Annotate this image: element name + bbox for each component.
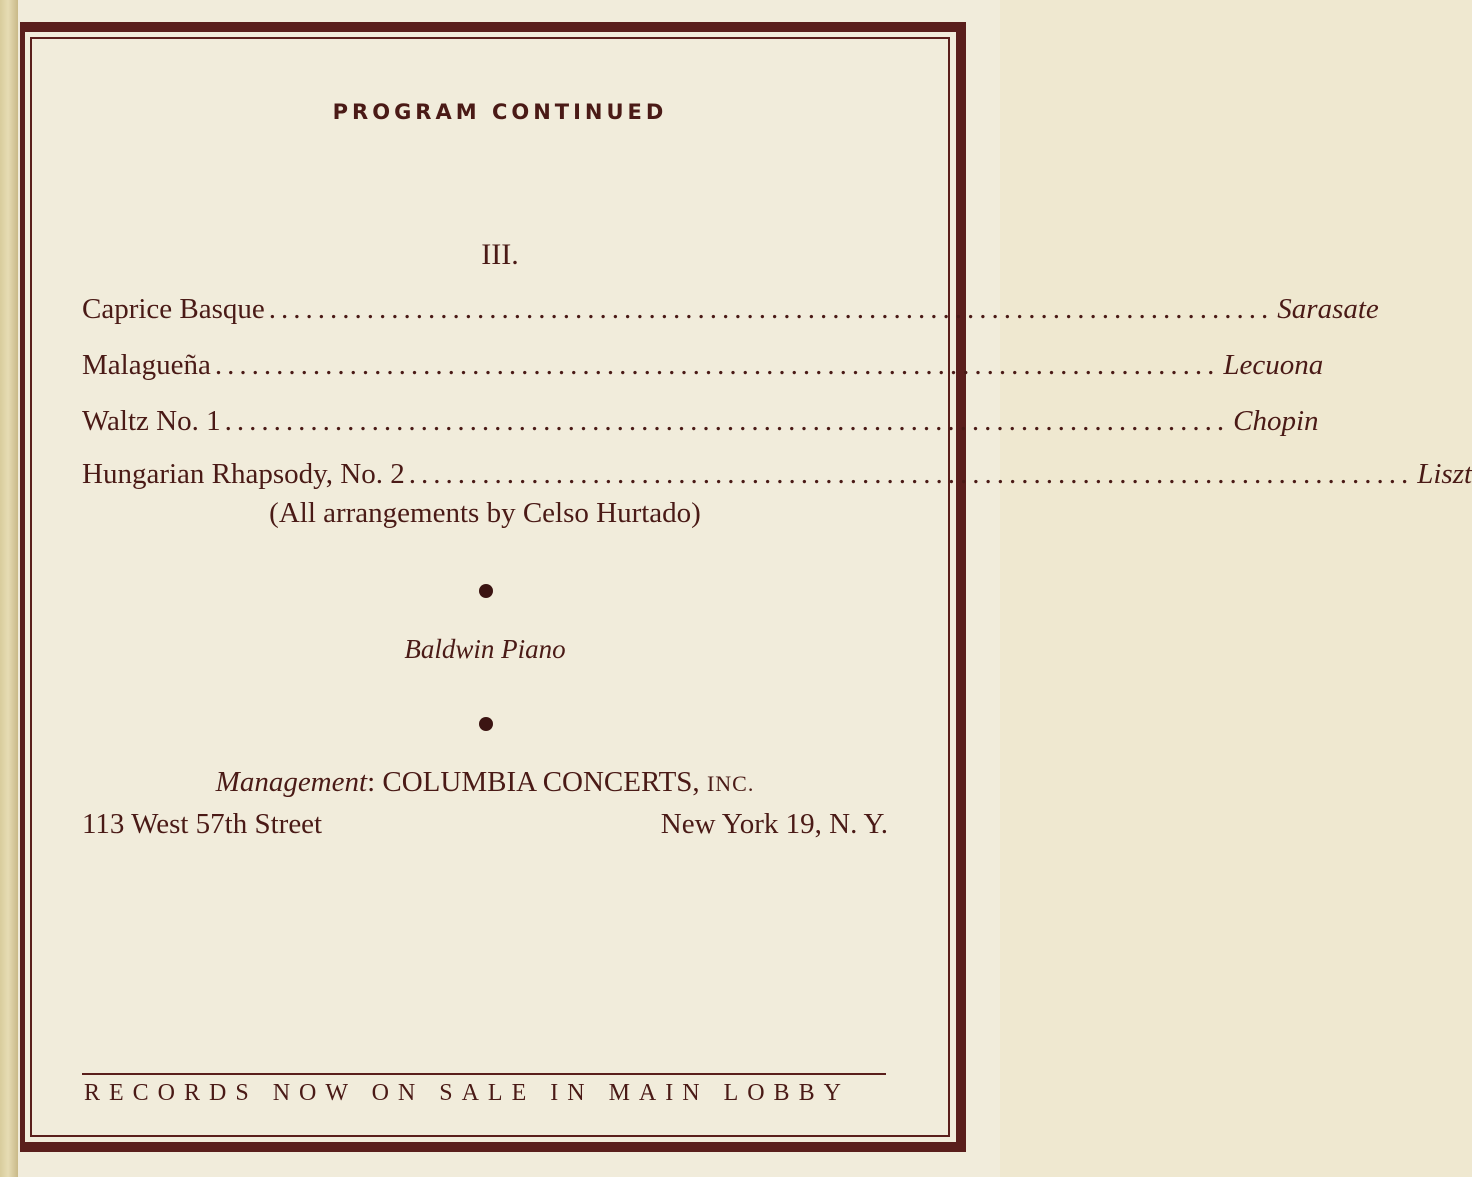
- program-item: [82, 458, 1472, 498]
- management-company: COLUMBIA CONCERTS,: [382, 766, 700, 798]
- piece-title: Hungarian Rhapsody, No. 2: [82, 458, 405, 490]
- bullet-ornament: [479, 584, 493, 598]
- city-address: New York 19, N. Y.: [660, 808, 888, 840]
- composer-name: Lecuona: [1223, 349, 1324, 381]
- composer-name: Liszt: [1417, 458, 1472, 490]
- program-item: [82, 293, 1379, 333]
- piece-title: Waltz No. 1: [82, 405, 221, 437]
- arrangement-note: (All arrangements by Celso Hurtado): [269, 497, 701, 529]
- binding-edge: [0, 0, 18, 1177]
- management-label: Management: [215, 766, 368, 798]
- program-item: [82, 405, 1319, 445]
- program-item: [82, 349, 1324, 389]
- management-separator: :: [367, 766, 376, 798]
- composer-name: Chopin: [1233, 405, 1319, 437]
- dot-leader: ..................................................................................: [268, 293, 1274, 325]
- composer-name: Sarasate: [1277, 293, 1379, 325]
- section-number: III.: [481, 238, 519, 271]
- management-line: [0, 766, 970, 799]
- dot-leader: ..................................................................................: [224, 405, 1230, 437]
- piece-title: Malagueña: [82, 349, 211, 381]
- dot-leader: ..................................................................................: [214, 349, 1220, 381]
- piece-title: Caprice Basque: [82, 293, 265, 325]
- dot-leader: ..................................................................................: [408, 458, 1414, 490]
- footer-notice: RECORDS NOW ON SALE IN MAIN LOBBY: [84, 1080, 850, 1106]
- street-address: 113 West 57th Street: [82, 808, 323, 840]
- management-inc: INC.: [706, 771, 755, 796]
- bullet-ornament: [479, 717, 493, 731]
- piano-credit: Baldwin Piano: [404, 634, 566, 664]
- page-heading: PROGRAM CONTINUED: [332, 100, 668, 124]
- footer-rule: [82, 1073, 886, 1075]
